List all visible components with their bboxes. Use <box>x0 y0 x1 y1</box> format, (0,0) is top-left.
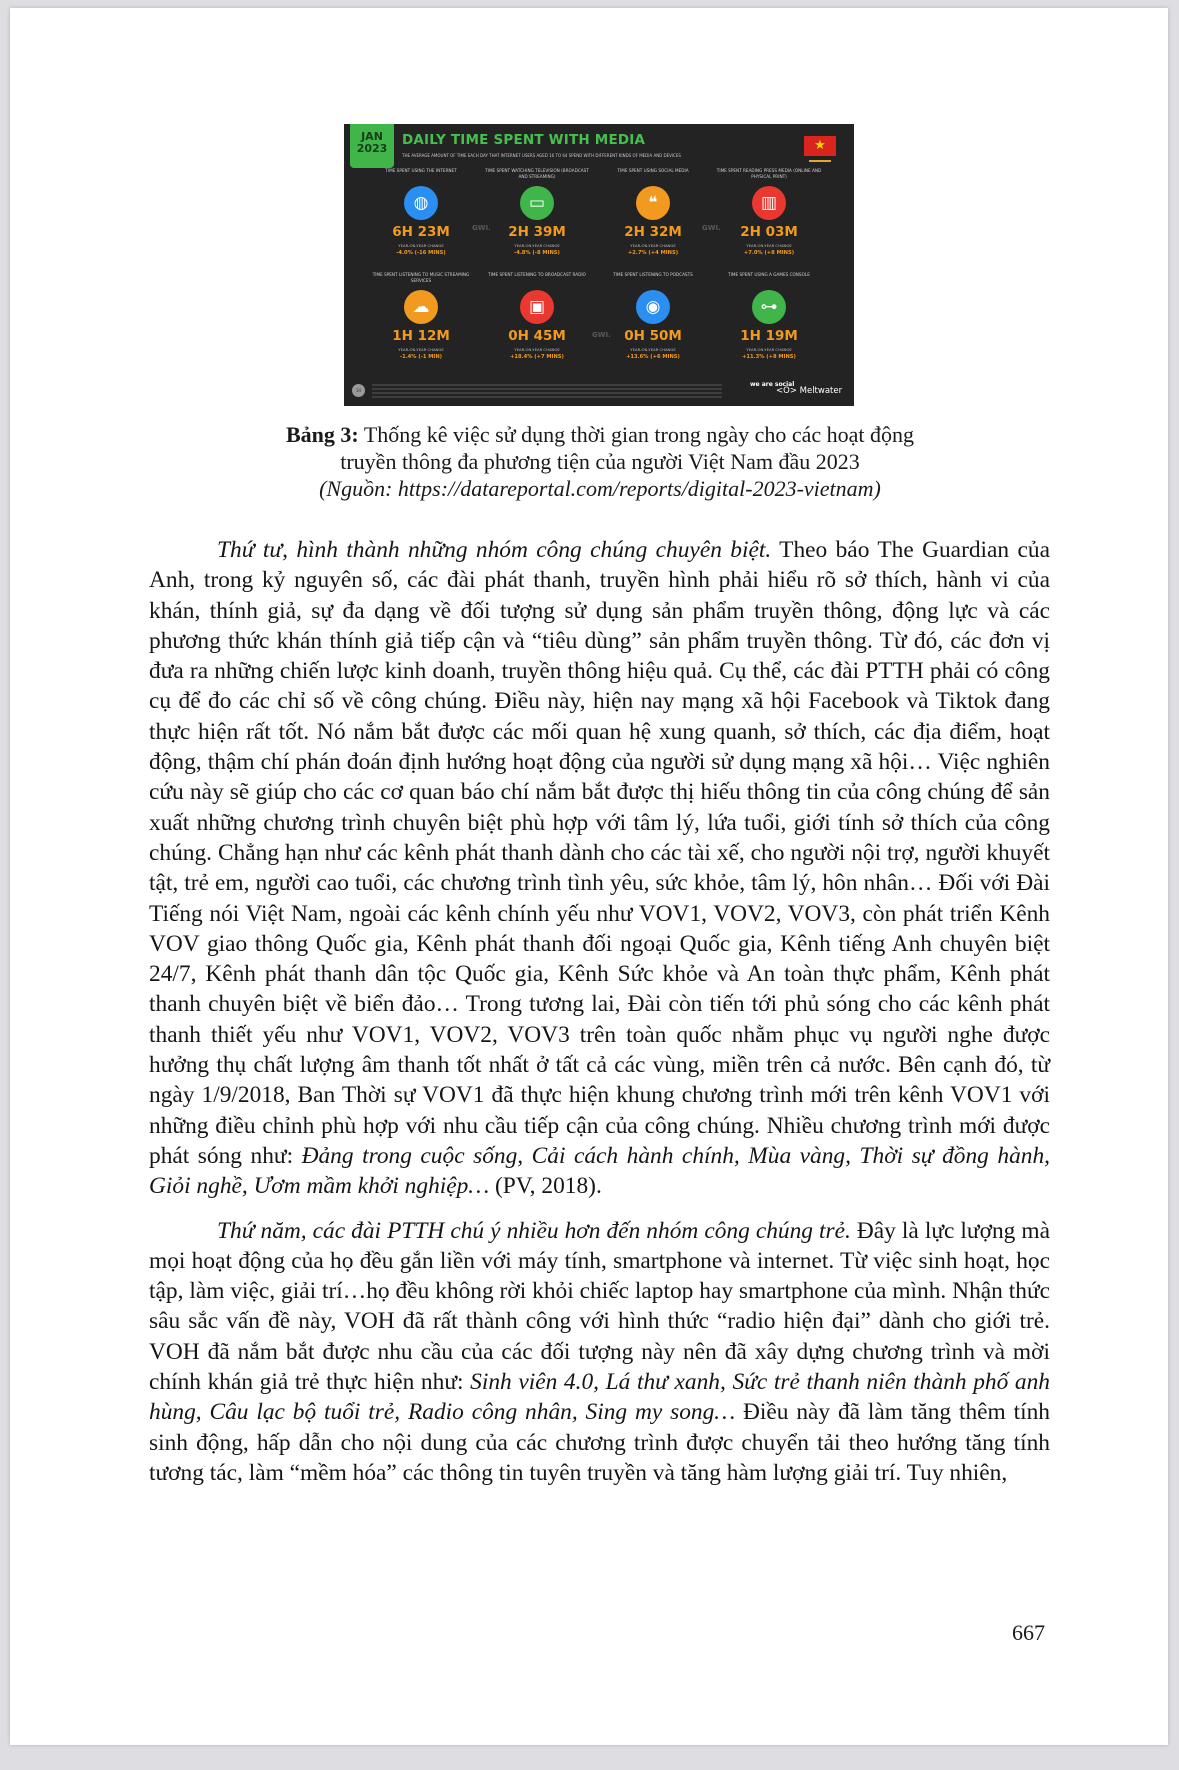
tile-internet <box>366 168 476 256</box>
tile-value: 2H 32M <box>624 224 682 240</box>
gamepad-icon: ⊶ <box>752 290 786 324</box>
tile-television <box>482 168 592 256</box>
caption-line-1: Thống kê việc sử dụng thời gian trong ngày cho các hoạt động <box>358 422 915 447</box>
tile-label: TIME SPENT LISTENING TO MUSIC STREAMING SERVICES <box>372 272 470 283</box>
tile-games-console <box>714 272 824 360</box>
yoy-label: YEAR-ON-YEAR CHANGE <box>398 347 444 352</box>
paragraph <box>149 1216 1050 1489</box>
paragraph-lead: Thứ tư, hình thành những nhóm công chúng chuyên biệt. <box>217 537 772 563</box>
tile-value: 1H 12M <box>392 328 450 344</box>
infographic-page-number: 34 <box>352 384 365 397</box>
tile-social-media <box>598 168 708 256</box>
podcast-icon: ◉ <box>636 290 670 324</box>
yoy-label: YEAR-ON-YEAR CHANGE <box>514 243 560 248</box>
tile-label: TIME SPENT READING PRESS MEDIA (ONLINE AND PHYSICAL PRINT) <box>716 168 822 179</box>
caption-line-2: truyền thông đa phương tiện của người Việt Nam đầu 2023 <box>340 449 860 474</box>
tile-value: 2H 03M <box>740 224 798 240</box>
yoy-label: YEAR-ON-YEAR CHANGE <box>514 347 560 352</box>
tile-broadcast-radio <box>482 272 592 360</box>
yoy-label: YEAR-ON-YEAR CHANGE <box>746 347 792 352</box>
yoy-change: +2.7% (+4 MINS) <box>627 250 679 256</box>
paragraph-text: Đây là lực lượng mà mọi hoạt động của họ đều gắn liền với máy tính, smartphone và internet. Từ việc sinh hoạt, học tập, làm việc, giải trí…họ đều không rời khỏi chiếc laptop hay smartphone của mình. Nhận thức sâu sắc vấn đề này, VOH đã rất thành công với hình thức “radio hiện đại” dành cho giới trẻ. VOH đã nắm bắt được nhu cầu của các đối tượng này nên đã xây dựng chương trình và mời chính khán giả trẻ thực hiện như: <box>149 1217 1050 1396</box>
flag-label <box>809 160 831 162</box>
caption-label: Bảng 3: <box>285 422 359 447</box>
tile-label: TIME SPENT WATCHING TELEVISION (BROADCAST AND STREAMING) <box>485 168 589 179</box>
tile-label: TIME SPENT USING SOCIAL MEDIA <box>617 168 689 173</box>
tile-press-media <box>714 168 824 256</box>
paragraph-lead: Thứ năm, các đài PTTH chú ý nhiều hơn đến nhóm công chúng trẻ. <box>217 1217 851 1244</box>
tile-label: TIME SPENT USING A GAMES CONSOLE <box>728 272 810 277</box>
gwi-watermark: GWI. <box>592 331 611 339</box>
date-badge <box>350 124 394 168</box>
program-list: Sinh viên 4.0, Lá thư xanh, Sức trẻ thanh niên thành phố anh hùng, Câu lạc bộ tuổi trẻ, Radio công nhân, Sing my song… <box>149 1369 1050 1426</box>
tile-music-streaming <box>366 272 476 360</box>
tv-icon: ▭ <box>520 186 554 220</box>
radio-icon: ▣ <box>520 290 554 324</box>
tile-value: 0H 45M <box>508 328 566 344</box>
yoy-change: -4.8% (-8 MINS) <box>514 250 560 256</box>
figure-caption <box>160 421 1040 502</box>
music-cloud-icon: ☁ <box>404 290 438 324</box>
book-icon: ▥ <box>752 186 786 220</box>
program-list: Đảng trong cuộc sống, Cải cách hành chính, Mùa vàng, Thời sự đồng hành, Giỏi nghề, Ươm mầm khởi nghiệp… <box>149 1142 1051 1200</box>
paragraph-tail: Điều này đã làm tăng thêm tính sinh động, hấp dẫn cho nội dung của các chương trình được chuyển tải theo hướng tăng tính tương tác, làm “mềm hóa” các thông tin tuyên truyền và tăng hàm lượng giải trí. Tuy nhiên, <box>149 1399 1050 1486</box>
yoy-change: +18.4% (+7 MINS) <box>510 354 564 360</box>
yoy-label: YEAR-ON-YEAR CHANGE <box>398 243 444 248</box>
gwi-watermark: GWI. <box>702 224 721 232</box>
tile-value: 2H 39M <box>508 224 566 240</box>
we-are-social-logo: we are social <box>750 381 795 388</box>
chat-bubbles-icon: ❝ <box>636 186 670 220</box>
yoy-change: +13.6% (+6 MINS) <box>626 354 680 360</box>
tile-value: 6H 23M <box>392 224 450 240</box>
vietnam-flag-icon: ★ <box>804 136 836 156</box>
yoy-change: -4.0% (-16 MINS) <box>396 250 446 256</box>
infographic-daily-time-spent-with-media <box>344 124 854 406</box>
date-badge-year: 2023 <box>356 142 388 155</box>
tile-label: TIME SPENT USING THE INTERNET <box>385 168 457 173</box>
body-text <box>149 535 1050 1488</box>
yoy-label: YEAR-ON-YEAR CHANGE <box>630 243 676 248</box>
tile-value: 0H 50M <box>624 328 682 344</box>
paragraph-text: Theo báo The Guardian của Anh, trong kỷ nguyên số, các đài phát thanh, truyền hình phải hiểu rõ sở thích, hành vi của khán, thính giả, sự đa dạng về đối tượng sử dụng sản phẩm truyền thông, động lực và các phương thức khán thính giả tiếp cận và “tiêu dùng” sản phẩm truyền thông. Từ đó, các đơn vị đưa ra những chiến lược kinh doanh, truyền thông hiệu quả. Cụ thể, các đài PTTH phải có công cụ để đo các chỉ số về công chúng. Điều này, hiện nay mạng xã hội Facebook và Tiktok đang thực hiện rất tốt. Nó nắm bắt được các mối quan hệ xung quanh, sở thích, các địa điểm, hoạt động, thậm chí phán đoán định hướng hoạt động của người sử dụng mạng xã hội… Việc nghiên cứu này sẽ giúp cho các cơ quan báo chí nắm bắt được thị hiếu thông tin của công chúng để sản xuất những chương trình chuyên biệt phù hợp với tâm lý, lứa tuổi, giới tính sở thích của công chúng. Chẳng hạn như các kênh phát thanh dành cho các tài xế, cho người nội trợ, người khuyết tật, trẻ em, người cao tuổi, các chương trình tình yêu, sức khỏe, tâm lý, hôn nhân… Đối với Đài Tiếng nói Việt Nam, ngoài các kênh chính yếu như VOV1, VOV2, VOV3, còn phát triển Kênh VOV giao thông Quốc gia, Kênh phát thanh đối ngoại Quốc gia, Kênh tiếng Anh chuyên biệt 24/7, Kênh phát thanh dân tộc Quốc gia, Kênh Sức khỏe và An toàn thực phẩm, Kênh phát thanh chuyên biệt về biển đảo… Trong tương lai, Đài còn tiến tới phủ sóng cho các kênh phát thanh thiết yếu như VOV1, VOV2, VOV3 trên toàn quốc nhằm phục vụ người nghe được hưởng thụ chất lượng âm thanh tốt nhất ở tất cả các vùng, miền trên cả nước. Bên cạnh đó, từ ngày 1/9/2018, Ban Thời sự VOV1 đã thực hiện khung chương trình mới trên kênh VOV1 với những điều chỉnh phù hợp với nhu cầu tiếp cận của công chúng. Nhiều chương trình mới được phát sóng như: <box>149 537 1050 1169</box>
meltwater-logo: <O> Meltwater <box>776 386 843 396</box>
tile-value: 1H 19M <box>740 328 798 344</box>
yoy-label: YEAR-ON-YEAR CHANGE <box>630 347 676 352</box>
infographic-subtitle: THE AVERAGE AMOUNT OF TIME EACH DAY THAT INTERNET USERS AGED 16 TO 64 SPEND WITH DIFFERENT KINDS OF MEDIA AND DEVICES <box>402 153 681 158</box>
paragraph <box>149 535 1050 1202</box>
tile-label: TIME SPENT LISTENING TO PODCASTS <box>613 272 693 277</box>
page-number: 667 <box>1012 1620 1045 1645</box>
date-badge-month: JAN <box>361 130 383 143</box>
paragraph-tail: (PV, 2018). <box>489 1173 602 1200</box>
gwi-watermark: GWI. <box>472 224 491 232</box>
caption-source: (Nguồn: https://datareport​al.com/reports/digital-2023-vietnam) <box>319 476 881 501</box>
yoy-label: YEAR-ON-YEAR CHANGE <box>746 243 792 248</box>
infographic-title: DAILY TIME SPENT WITH MEDIA <box>402 132 646 148</box>
tile-podcasts <box>598 272 708 360</box>
document-page <box>10 8 1168 1745</box>
infographic-source-notes <box>372 384 722 398</box>
yoy-change: -1.4% (-1 MIN) <box>399 354 443 360</box>
yoy-change: +11.3% (+8 MINS) <box>742 354 796 360</box>
globe-icon: ◍ <box>404 186 438 220</box>
tile-label: TIME SPENT LISTENING TO BROADCAST RADIO <box>488 272 586 277</box>
yoy-change: +7.0% (+8 MINS) <box>743 250 795 256</box>
